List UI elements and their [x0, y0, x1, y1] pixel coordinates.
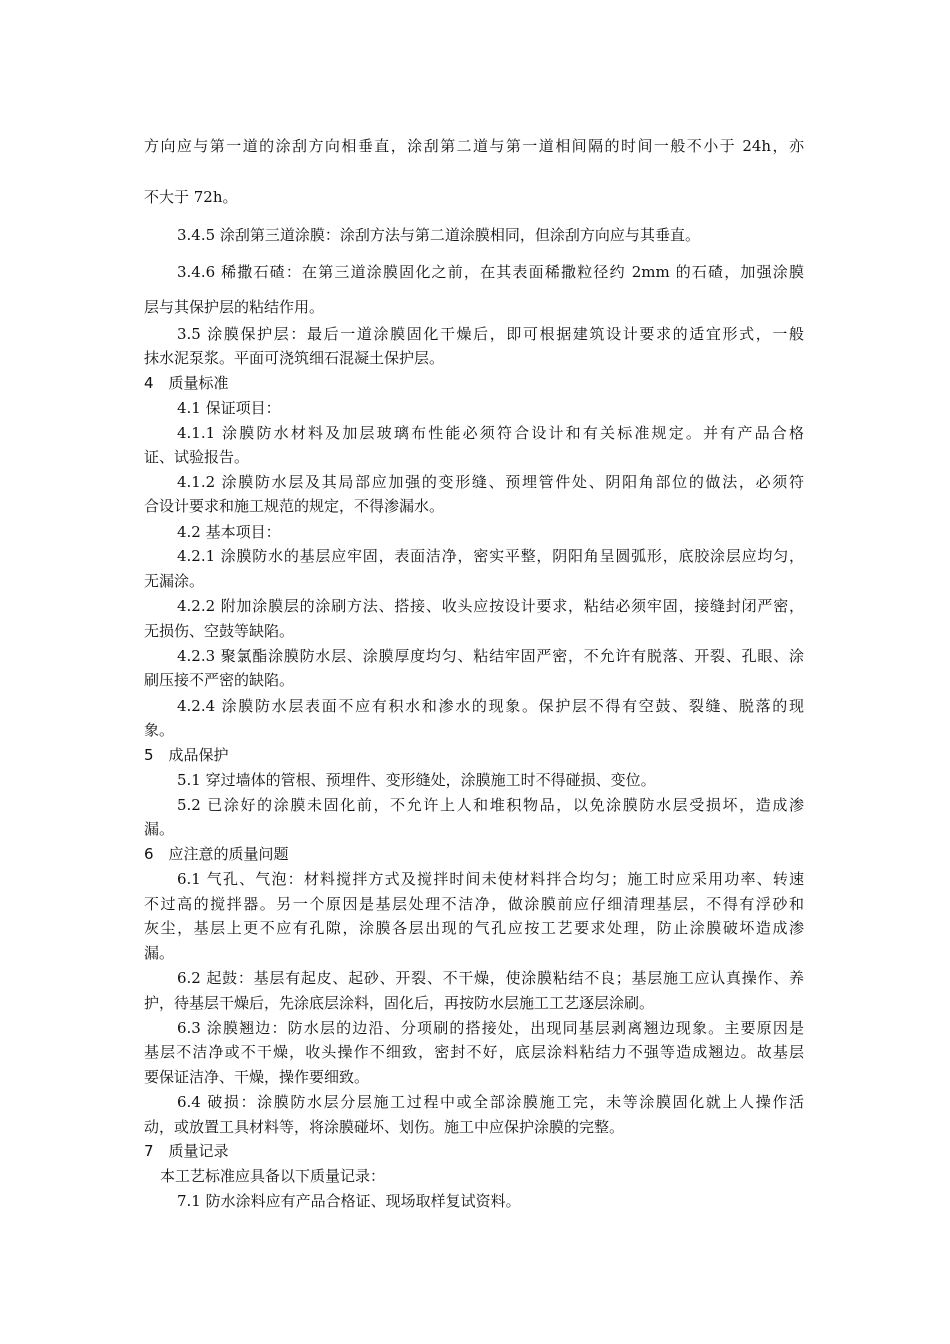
text-line: 证、试验报告。 [144, 448, 250, 466]
text-line: 层与其保护层的粘结作用。 [144, 298, 325, 316]
text-line: 4.1.1 涂膜防水材料及加层玻璃布性能必须符合设计和有关标准规定。并有产品合格 [177, 424, 804, 442]
text-line: 7.1 防水涂料应有产品合格证、现场取样复试资料。 [177, 1192, 521, 1210]
text-line: 4.2.3 聚氯酯涂膜防水层、涂膜厚度均匀、粘结牢固严密，不允许有脱落、开裂、孔眼、涂 [177, 647, 804, 665]
text-line: 无漏涂。 [144, 572, 205, 590]
text-line: 刷压接不严密的缺陷。 [144, 671, 295, 689]
text-line: 6.4 破损：涂膜防水层分层施工过程中或全部涂膜施工完，未等涂膜固化就上人操作活 [177, 1093, 804, 1111]
text-line: 6.2 起鼓：基层有起皮、起砂、开裂、不干燥，使涂膜粘结不良；基层施工应认真操作、养 [177, 969, 804, 987]
text-line: 6.3 涂膜翘边：防水层的边沿、分项刷的搭接处，出现同基层剥离翘边现象。主要原因是 [177, 1019, 804, 1037]
text-line: 4.2.2 附加涂膜层的涂刷方法、搭接、收头应按设计要求，粘结必须牢固，接缝封闭严密， [177, 597, 804, 615]
text-line: 5.2 已涂好的涂膜未固化前，不允许上人和堆积物品，以免涂膜防水层受损坏，造成渗 [177, 796, 804, 814]
text-line: 3.5 涂膜保护层：最后一道涂膜固化干燥后，即可根据建筑设计要求的适宜形式，一般 [177, 325, 804, 343]
text-line: 3.4.6 稀撒石碴：在第三道涂膜固化之前，在其表面稀撒粒径约 2mm 的石碴，加强涂膜 [177, 263, 804, 281]
section-heading: 7 质量记录 [144, 1142, 229, 1160]
text-line: 方向应与第一道的涂刮方向相垂直，涂刮第二道与第一道相间隔的时间一般不小于 24h，亦 [144, 137, 804, 155]
text-line: 护，待基层干燥后，先涂底层涂料，固化后，再按防水层施工工艺逐层涂刷。 [144, 994, 655, 1012]
text-line: 基层不洁净或不干燥，收头操作不细致，密封不好，底层涂料粘结力不强等造成翘边。故基层 [144, 1043, 804, 1061]
text-line: 动，或放置工具材料等，将涂膜碰坏、划伤。施工中应保护涂膜的完整。 [144, 1118, 625, 1136]
text-line: 4.2.4 涂膜防水层表面不应有积水和渗水的现象。保护层不得有空鼓、裂缝、脱落的现 [177, 697, 804, 715]
section-heading: 6 应注意的质量问题 [144, 845, 289, 863]
text-line: 无损伤、空鼓等缺陷。 [144, 622, 295, 640]
text-line: 漏。 [144, 820, 175, 838]
text-line: 4.1 保证项目： [177, 399, 281, 417]
text-line: 4.2.1 涂膜防水的基层应牢固，表面洁净，密实平整，阴阳角呈圆弧形，底胶涂层应均匀， [177, 547, 804, 565]
text-line: 4.2 基本项目： [177, 523, 281, 541]
section-heading: 4 质量标准 [144, 374, 229, 392]
text-line: 不过高的搅拌器。另一个原因是基层处理不洁净，做涂膜前应仔细清理基层，不得有浮砂和 [144, 895, 804, 913]
text-line: 3.4.5 涂刮第三道涂膜：涂刮方法与第二道涂膜相同，但涂刮方向应与其垂直。 [177, 226, 700, 244]
text-line: 要保证洁净、干燥，操作要细致。 [144, 1068, 370, 1086]
text-line: 本工艺标准应具备以下质量记录： [160, 1167, 386, 1185]
text-line: 6.1 气孔、气泡：材料搅拌方式及搅拌时间未使材料拌合均匀；施工时应采用功率、转速 [177, 870, 804, 888]
text-line: 4.1.2 涂膜防水层及其局部应加强的变形缝、预埋管件处、阴阳角部位的做法，必须符 [177, 473, 804, 491]
text-line: 抹水泥泵浆。平面可浇筑细石混凝土保护层。 [144, 349, 445, 367]
text-line: 5.1 穿过墙体的管根、预埋件、变形缝处，涂膜施工时不得碰损、变位。 [177, 771, 656, 789]
section-heading: 5 成品保护 [144, 746, 229, 764]
text-line: 灰尘，基层上更不应有孔隙，涂膜各层出现的气孔应按工艺要求处理，防止涂膜破坏造成渗 [144, 919, 804, 937]
text-line: 合设计要求和施工规范的规定，不得渗漏水。 [144, 497, 445, 515]
text-line: 漏。 [144, 944, 175, 962]
text-line: 象。 [144, 721, 175, 739]
text-line: 不大于 72h。 [144, 188, 238, 206]
